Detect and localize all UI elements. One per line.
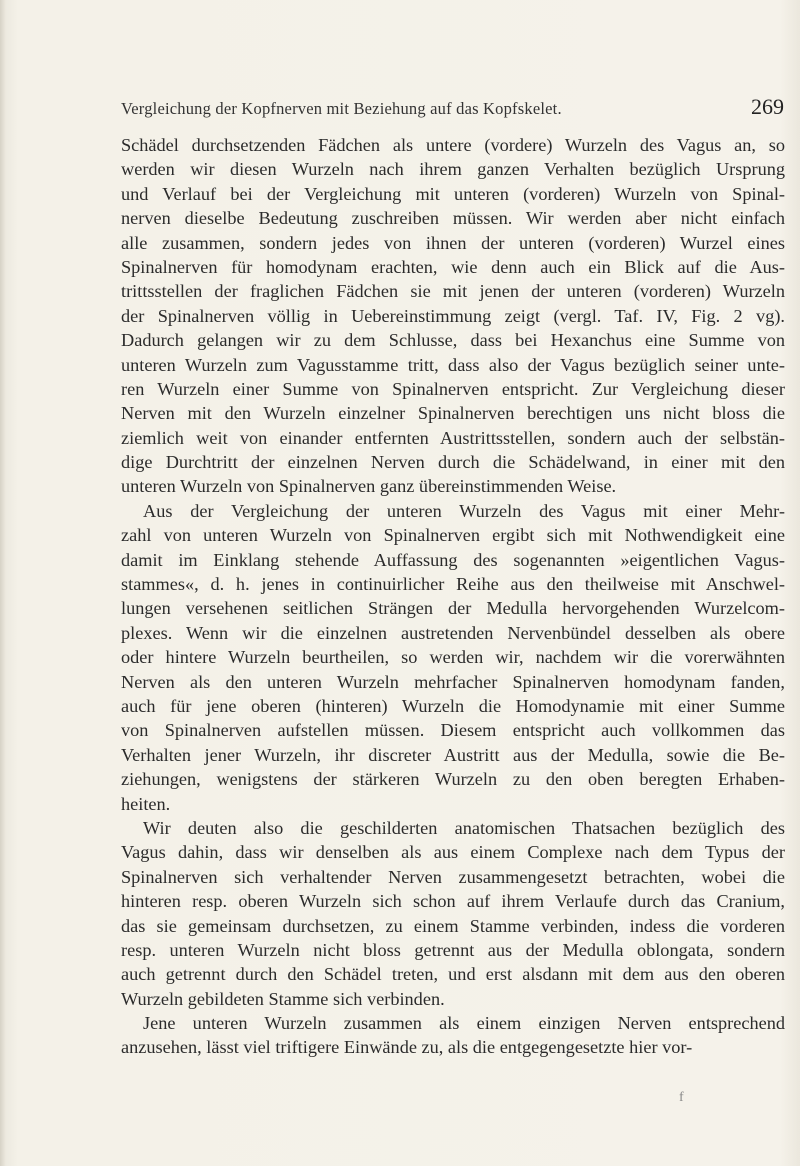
page-gutter-edge (0, 0, 6, 1166)
text-line: stammes«, d. h. jenes in continuirlicher Reihe aus den theilweise mit Anschwel- (121, 574, 785, 595)
text-line: lungen versehenen seitlichen Strängen der Medulla hervorgehenden Wurzelcom- (121, 598, 785, 619)
text-line: das sie gemeinsam durchsetzen, zu einem Stamme verbinden, indess die vorderen (121, 915, 785, 936)
page-number: 269 (751, 94, 784, 119)
text-line: auch getrennt durch den Schädel treten, und erst alsdann mit dem aus den oberen (121, 964, 785, 985)
text-line: werden wir diesen Wurzeln nach ihrem ganzen Verhalten bezüglich Ursprung (121, 159, 785, 180)
text-line: unteren Wurzeln zum Vagusstamme tritt, dass also der Vagus bezüglich seiner unte- (121, 354, 785, 375)
text-line: damit im Einklang stehende Auffassung des sogenannten »eigentlichen Vagus- (121, 549, 785, 570)
text-line: Dadurch gelangen wir zu dem Schlusse, dass bei Hexanchus eine Summe von (121, 330, 785, 351)
body-text (121, 133, 785, 1060)
running-head (121, 94, 800, 123)
text-line: Wir deuten also die geschilderten anatomischen Thatsachen bezüglich des (143, 817, 785, 838)
text-line: Spinalnerven für homodynam erachten, wie denn auch ein Blick auf die Aus- (121, 256, 785, 277)
text-line: hinteren resp. oberen Wurzeln sich schon auf ihrem Verlaufe durch das Cranium, (121, 891, 785, 912)
text-line: Verhalten jener Wurzeln, ihr discreter Austritt aus der Medulla, sowie die Be- (121, 744, 785, 765)
text-line: ziemlich weit von einander entfernten Austrittsstellen, sondern auch der selbstän- (121, 427, 785, 448)
text-line: Nerven mit den Wurzeln einzelner Spinalnerven berechtigen uns nicht bloss die (121, 403, 785, 424)
text-line: ren Wurzeln einer Summe von Spinalnerven entspricht. Zur Vergleichung dieser (121, 378, 785, 399)
text-line: zahl von unteren Wurzeln von Spinalnerven ergibt sich mit Nothwendigkeit eine (121, 525, 785, 546)
text-line: oder hintere Wurzeln beurtheilen, so werden wir, nachdem wir die vorerwähnten (121, 647, 785, 668)
text-line: Wurzeln gebildeten Stamme sich verbinden. (121, 988, 445, 1009)
text-line: Jene unteren Wurzeln zusammen als einem einzigen Nerven entsprechend (143, 1013, 785, 1034)
stray-print-mark: f (679, 1090, 684, 1105)
text-line: anzusehen, lässt viel triftigere Einwände zu, als die entgegengesetzte hier vor- (121, 1037, 693, 1058)
text-line: heiten. (121, 793, 171, 814)
text-line: Spinalnerven sich verhaltender Nerven zusammengesetzt betrachten, wobei die (121, 866, 785, 887)
text-line: nerven dieselbe Bedeutung zuschreiben müssen. Wir werden aber nicht einfach (121, 208, 785, 229)
text-line: plexes. Wenn wir die einzelnen austretenden Nervenbündel desselben als obere (121, 622, 785, 643)
text-line: alle zusammen, sondern jedes von ihnen der unteren (vorderen) Wurzel eines (121, 232, 785, 253)
text-line: resp. unteren Wurzeln nicht bloss getrennt aus der Medulla oblongata, sondern (121, 939, 785, 960)
text-line: ziehungen, wenigstens der stärkeren Wurzeln zu den oben beregten Erhaben- (121, 769, 785, 790)
text-line: dige Durchtritt der einzelnen Nerven durch die Schädelwand, in einer mit den (121, 452, 785, 473)
text-line: Schädel durchsetzenden Fädchen als untere (vordere) Wurzeln des Vagus an, so (121, 135, 785, 155)
text-line: Vagus dahin, dass wir denselben als aus einem Complexe nach dem Typus der (121, 842, 785, 863)
text-line: von Spinalnerven aufstellen müssen. Diesem entspricht auch vollkommen das (121, 720, 785, 741)
text-line: auch für jene oberen (hinteren) Wurzeln die Homodynamie mit einer Summe (121, 695, 785, 716)
text-line: der Spinalnerven völlig in Uebereinstimmung zeigt (vergl. Taf. IV, Fig. 2 vg). (121, 305, 785, 326)
text-line: unteren Wurzeln von Spinalnerven ganz übereinstimmenden Weise. (121, 476, 617, 497)
text-line: Aus der Vergleichung der unteren Wurzeln des Vagus mit einer Mehr- (143, 500, 785, 521)
text-line: und Verlauf bei der Vergleichung mit unteren (vorderen) Wurzeln von Spinal- (121, 183, 785, 204)
text-line: Nerven als den unteren Wurzeln mehrfacher Spinalnerven homodynam fanden, (121, 671, 785, 692)
text-line: trittsstellen der fraglichen Fädchen sie mit jenen der unteren (vorderen) Wurzeln (121, 281, 785, 302)
running-head-title: Vergleichung der Kopfnerven mit Beziehung auf das Kopfskelet. (121, 99, 562, 118)
